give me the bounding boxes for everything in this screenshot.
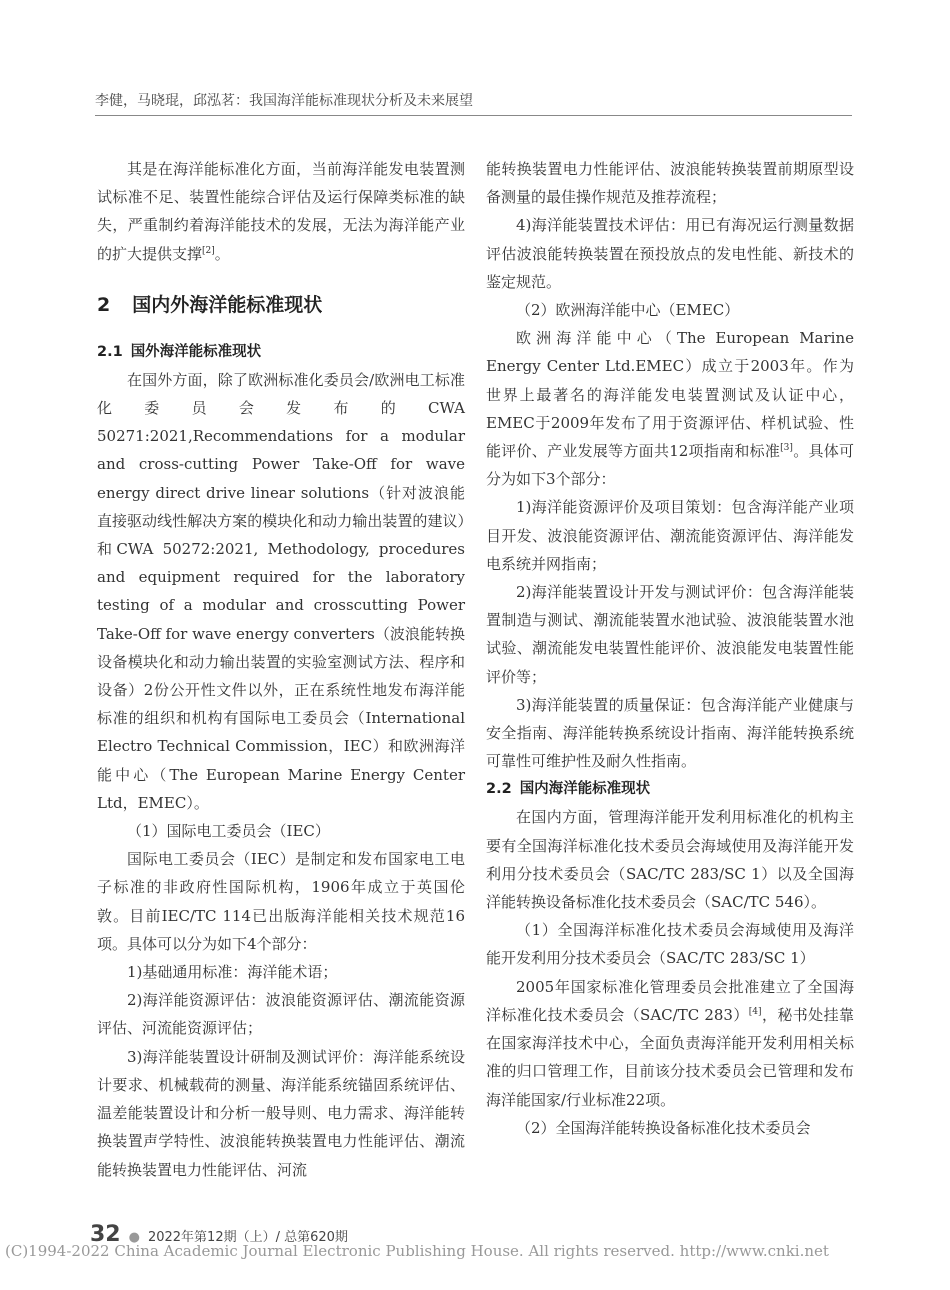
iec-paragraph: 国际电工委员会（IEC）是制定和发布国家电工电子标准的非政府性国际机构，1906年成立于英国伦敦。目前IEC/TC 114已出版海洋能相关技术规范16项。具体可以分为如下4个部分： xyxy=(97,850,465,953)
emec-item-2: 2)海洋能装置设计开发与测试评价：包含海洋能装置制造与测试、潮流能装置水池试验、波浪能装置水池试验、潮流能发电装置性能评价、波浪能发电装置性能评价等； xyxy=(486,583,854,686)
subsection-number: 2.1 xyxy=(97,343,123,360)
subsection-2-1-heading xyxy=(97,338,465,366)
subsection-title: 国内海洋能标准现状 xyxy=(519,781,651,798)
running-header: 李健，马晓琨，邱泓茗：我国海洋能标准现状分析及未来展望 xyxy=(95,93,473,109)
subsection-2-2-heading xyxy=(486,775,854,803)
foreign-standards-paragraph: 在国外方面，除了欧洲标准化委员会/欧洲电工标准化委员会发布的CWA 50271:2021,Recommendations for a modular and cross-cutting Power Take-Off for wave energy direct drive linear solutions（针对波浪能直接驱动线性解决方案的模块化和动力输出装置的建议）和CWA 50272:2021, Methodology, procedures and equipment required for the laboratory testing of a modular and crosscutting Power Take-Off for wave energy converters（波浪能转换设备模块化和动力输出装置的实验室测试方法、程序和设备）2份公开性文件以外，正在系统性地发布海洋能标准的组织和机构有国际电工委员会（International Electro Technical Commission，IEC）和欧洲海洋能中心（The European Marine Energy Center Ltd，EMEC）。 xyxy=(97,370,465,812)
emec-paragraph xyxy=(486,324,854,493)
iec-item-3: 3)海洋能装置设计研制及测试评价：海洋能系统设计要求、机械载荷的测量、海洋能系统锚固系统评估、温差能装置设计和分析一般导则、电力需求、海洋能转换装置声学特性、波浪能转换装置电力性能评估、潮流能转换装置电力性能评估、河流 xyxy=(97,1047,465,1179)
citation-3[interactable]: [3] xyxy=(780,443,793,454)
citation-2[interactable]: [2] xyxy=(202,245,215,256)
iec-heading: （1）国际电工委员会（IEC） xyxy=(127,822,330,841)
emec-item-3: 3)海洋能装置的质量保证：包含海洋能产业健康与安全指南、海洋能转换系统设计指南、海洋能转换系统可靠性可维护性及耐久性指南。 xyxy=(486,695,854,771)
emec-text: 欧洲海洋能中心（The European Marine Energy Center Ltd.EMEC）成立于2003年。作为世界上最著名的海洋能发电装置测试及认证中心，EMEC于2009年发布了用于资源评估、样机试验、性能评价、产业发展等方面共12项指南和标准 xyxy=(486,329,854,461)
sac-paragraph xyxy=(486,973,854,1114)
sac-heading: （1）全国海洋标准化技术委员会海域使用及海洋能开发利用分技术委员会（SAC/TC 283/SC 1） xyxy=(486,921,854,968)
subsection-number: 2.2 xyxy=(486,781,512,798)
bullet-icon: ● xyxy=(128,1230,140,1245)
intro-text: 其是在海洋能标准化方面，当前海洋能发电装置测试标准不足、装置性能综合评估及运行保障类标准的缺失，严重制约着海洋能技术的发展，无法为海洋能产业的扩大提供支撑 xyxy=(97,160,465,263)
sac-text-a: 2005年国家标准化管理委员会批准建立了全国海洋标准化技术委员会（SAC/TC 283） xyxy=(486,977,854,1024)
section-2-heading xyxy=(97,290,465,320)
domestic-paragraph: 在国内方面，管理海洋能开发利用标准化的机构主要有全国海洋标准化技术委员会海域使用及海洋能开发利用分技术委员会（SAC/TC 283/SC 1）以及全国海洋能转换设备标准化技术委员会（SAC/TC 546）。 xyxy=(486,808,854,912)
sac-text-b: ，秘书处挂靠在国家海洋技术中心，全面负责海洋能开发利用相关标准的归口管理工作，目前该分技术委员会已管理和发布海洋能国家/行业标准22项。 xyxy=(486,1005,854,1109)
sac2-heading: （2）全国海洋能转换设备标准化技术委员会 xyxy=(516,1118,811,1137)
right-column xyxy=(486,155,854,1142)
iec-item-3-continued: 能转换装置电力性能评估、波浪能转换装置前期原型设备测量的最佳操作规范及推荐流程； xyxy=(486,160,854,207)
intro-end: 。 xyxy=(214,244,230,263)
intro-paragraph xyxy=(97,155,465,268)
emec-item-1: 1)海洋能资源评价及项目策划：包含海洋能产业项目开发、波浪能资源评估、潮流能资源评估、海洋能发电系统并网指南； xyxy=(486,498,854,573)
citation-4[interactable]: [4] xyxy=(748,1006,762,1017)
left-column xyxy=(97,155,465,1184)
emec-text-end: 。具体可分为如下3个部分： xyxy=(486,442,854,489)
section-title: 国内外海洋能标准现状 xyxy=(132,293,323,316)
issue-info: 2022年第12期（上）/ 总第620期 xyxy=(147,1230,348,1245)
page-number: 32 xyxy=(90,1222,121,1247)
iec-item-4: 4)海洋能装置技术评估：用已有海况运行测量数据评估波浪能转换装置在预投放点的发电性能、新技术的鉴定规范。 xyxy=(486,216,854,291)
copyright-notice: (C)1994-2022 China Academic Journal Electronic Publishing House. All rights reserved. http://www.cnki.net xyxy=(5,1242,829,1260)
header-divider xyxy=(95,115,852,116)
iec-item-1: 1)基础通用标准：海洋能术语； xyxy=(127,963,338,982)
emec-heading: （2）欧洲海洋能中心（EMEC） xyxy=(516,301,740,320)
section-number: 2 xyxy=(97,293,111,316)
subsection-title: 国外海洋能标准现状 xyxy=(130,343,262,360)
iec-item-2: 2)海洋能资源评估：波浪能资源评估、潮流能资源评估、河流能资源评估； xyxy=(97,991,465,1038)
